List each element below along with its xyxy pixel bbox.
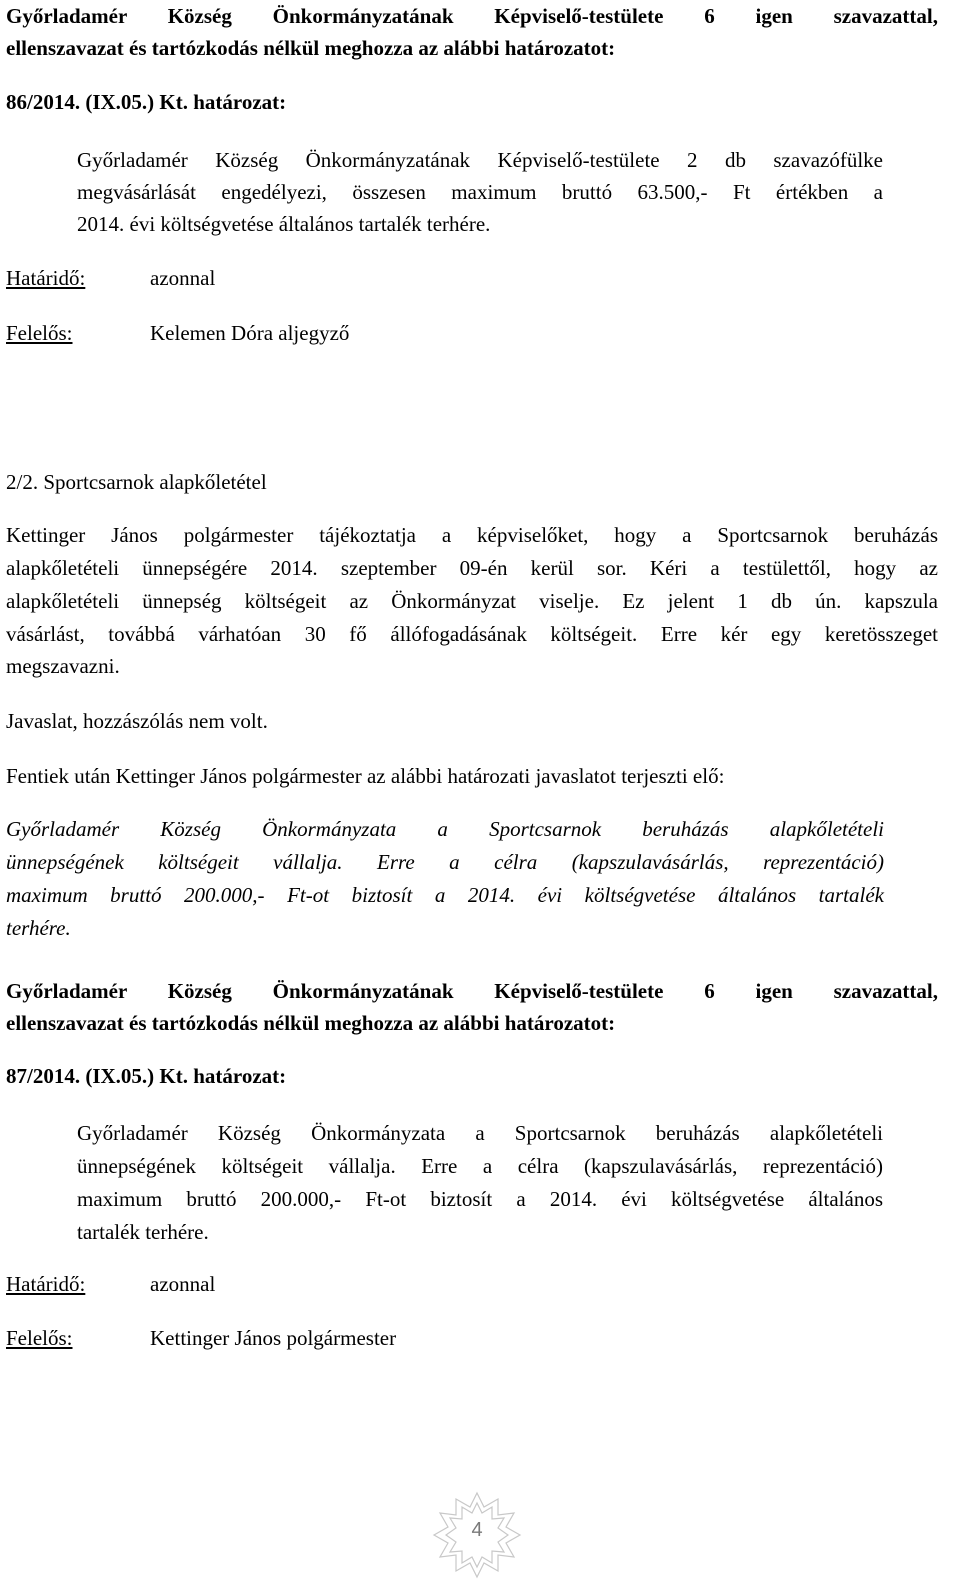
deadline-value: azonnal (150, 1272, 216, 1296)
paragraph-line: alapkőletételi ünnepségére 2014. szeptember 09-én kerül sor. Kéri a testülettől, hogy az (6, 556, 938, 580)
decision-intro-line: Győrladamér Község Önkormányzatának Képviselő-testülete 6 igen szavazattal, (6, 979, 938, 1003)
resolution-body-line: Győrladamér Község Önkormányzatának Képviselő-testülete 2 db szavazófülke (77, 148, 883, 172)
resolution-body-line: maximum bruttó 200.000,- Ft-ot biztosít a 2014. évi költségvetése általános (77, 1187, 883, 1211)
proposal-line: Győrladamér Község Önkormányzata a Sportcsarnok beruházás alapkőletételi (6, 817, 884, 841)
deadline-value: azonnal (150, 266, 216, 290)
resolution-number: 86/2014. (IX.05.) Kt. határozat: (6, 90, 287, 114)
responsible-value: Kelemen Dóra aljegyző (150, 321, 350, 345)
decision-intro-line: Győrladamér Község Önkormányzatának Képviselő-testülete 6 igen szavazattal, (6, 4, 938, 28)
proposal-line: ünnepségének költségeit vállalja. Erre a célra (kapszulavásárlás, reprezentáció) (6, 850, 884, 874)
decision-intro-line: ellenszavazat és tartózkodás nélkül meghozza az alábbi határozatot: (6, 36, 616, 60)
paragraph-line: Kettinger János polgármester tájékoztatja a képviselőket, hogy a Sportcsarnok beruházás (6, 523, 938, 547)
proposal-line: maximum bruttó 200.000,- Ft-ot biztosít a 2014. évi költségvetése általános tartalék (6, 883, 884, 907)
responsible-label: Felelős: (6, 1326, 73, 1350)
agenda-heading: 2/2. Sportcsarnok alapkőletétel (6, 470, 267, 494)
deadline-label: Határidő: (6, 1272, 86, 1296)
paragraph-line: megszavazni. (6, 654, 120, 678)
responsible-label: Felelős: (6, 321, 73, 345)
proposal-intro: Fentiek után Kettinger János polgármester az alábbi határozati javaslatot terjeszti elő: (6, 764, 725, 788)
resolution-body-line: tartalék terhére. (77, 1220, 209, 1244)
responsible-value: Kettinger János polgármester (150, 1326, 397, 1350)
paragraph-line: vásárlást, továbbá várhatóan 30 fő állófogadásának költségeit. Erre kér egy keretösszeget (6, 622, 938, 646)
proposal-line: terhére. (6, 916, 71, 940)
resolution-body-line: Győrladamér Község Önkormányzata a Sportcsarnok beruházás alapkőletételi (77, 1121, 883, 1145)
paragraph-line: alapkőletételi ünnepség költségeit az Önkormányzat viselje. Ez jelent 1 db ún. kapszula (6, 589, 938, 613)
deadline-label: Határidő: (6, 266, 86, 290)
resolution-body-line: 2014. évi költségvetése általános tartalék terhére. (77, 212, 491, 236)
page-number: 4 (471, 1519, 483, 1541)
no-comment-note: Javaslat, hozzászólás nem volt. (6, 709, 268, 733)
page-number-badge (428, 1489, 526, 1581)
resolution-number: 87/2014. (IX.05.) Kt. határozat: (6, 1064, 287, 1088)
resolution-body-line: megvásárlását engedélyezi, összesen maximum bruttó 63.500,- Ft értékben a (77, 180, 883, 204)
decision-intro-line: ellenszavazat és tartózkodás nélkül meghozza az alábbi határozatot: (6, 1011, 616, 1035)
resolution-body-line: ünnepségének költségeit vállalja. Erre a célra (kapszulavásárlás, reprezentáció) (77, 1154, 883, 1178)
